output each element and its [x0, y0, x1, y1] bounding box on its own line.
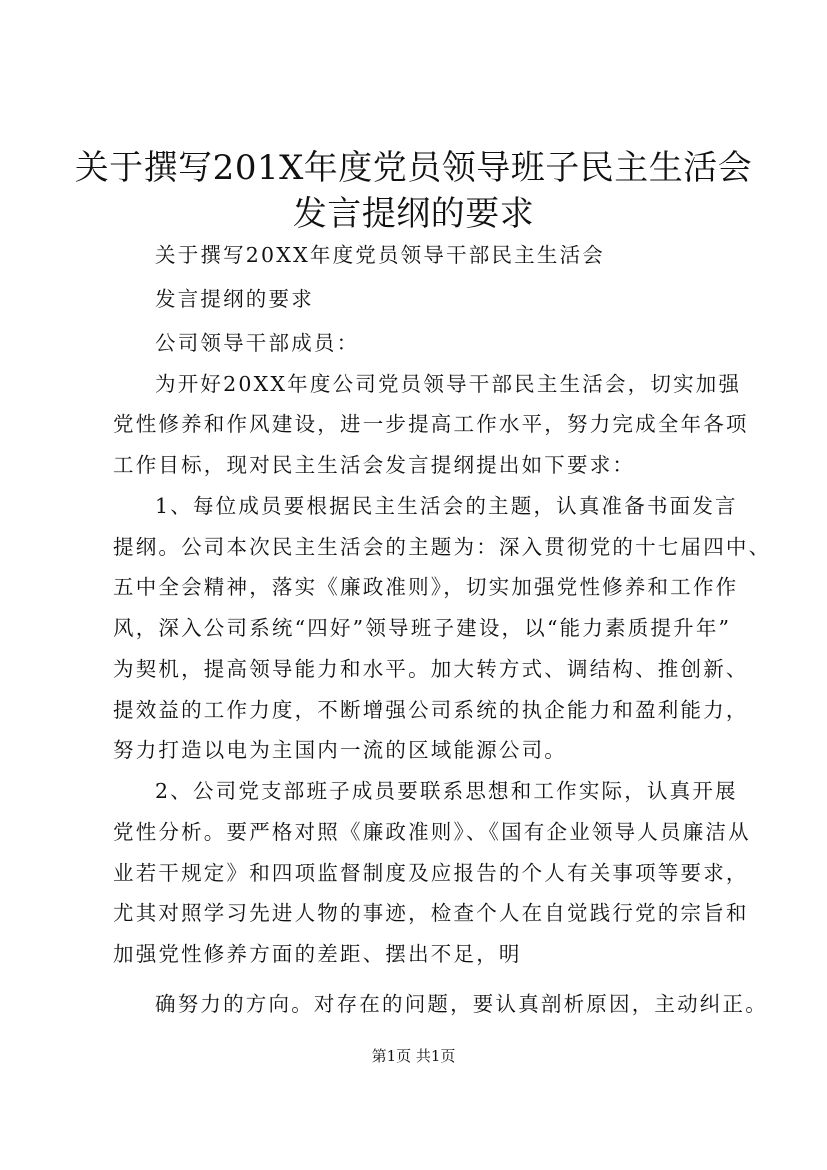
document-title-line-2: 发言提纲的要求	[292, 194, 535, 234]
body-line: 1、每位成员要根据民主生活会的主题，认真准备书面发言	[155, 494, 738, 518]
body-line: 2、公司党支部班子成员要联系思想和工作实际，认真开展	[155, 779, 738, 803]
document-title-line-1: 关于撰写201X年度党员领导班子民主生活会	[74, 148, 753, 188]
body-line: 业若干规定》和四项监督制度及应报告的个人有关事项等要求，	[113, 861, 749, 885]
page-footer: 第1页 共1页	[371, 1047, 456, 1065]
body-line: 加强党性修养方面的差距、摆出不足，明	[113, 942, 522, 966]
body-line: 提效益的工作力度，不断增强公司系统的执企能力和盈利能力，	[113, 698, 749, 722]
body-line: 为契机，提高领导能力和水平。加大转方式、调结构、推创新、	[113, 657, 749, 681]
body-line: 公司领导干部成员：	[155, 331, 360, 355]
body-line: 五中全会精神，落实《廉政准则》，切实加强党性修养和工作作	[113, 575, 739, 599]
body-line: 努力打造以电为主国内一流的区域能源公司。	[113, 738, 567, 762]
body-line: 发言提纲的要求	[155, 287, 314, 311]
body-line: 尤其对照学习先进人物的事迹，检查个人在自觉践行党的宗旨和	[113, 901, 749, 925]
body-line: 关于撰写20XX年度党员领导干部民主生活会	[155, 243, 605, 267]
body-line: 风，深入公司系统“四好”领导班子建设，以“能力素质提升年”	[113, 616, 732, 640]
body-line: 为开好20XX年度公司党员领导干部民主生活会，切实加强	[155, 372, 742, 396]
body-line: 确努力的方向。对存在的问题，要认真剖析原因，主动纠正。	[155, 992, 768, 1016]
body-line: 工作目标，现对民主生活会发言提纲提出如下要求：	[113, 453, 636, 477]
body-line: 党性分析。要严格对照《廉政准则》、《国有企业领导人员廉洁从	[113, 820, 751, 844]
body-line: 提纲。公司本次民主生活会的主题为：深入贯彻党的十七届四中、	[113, 535, 772, 559]
body-line: 党性修养和作风建设，进一步提高工作水平，努力完成全年各项	[113, 412, 749, 436]
